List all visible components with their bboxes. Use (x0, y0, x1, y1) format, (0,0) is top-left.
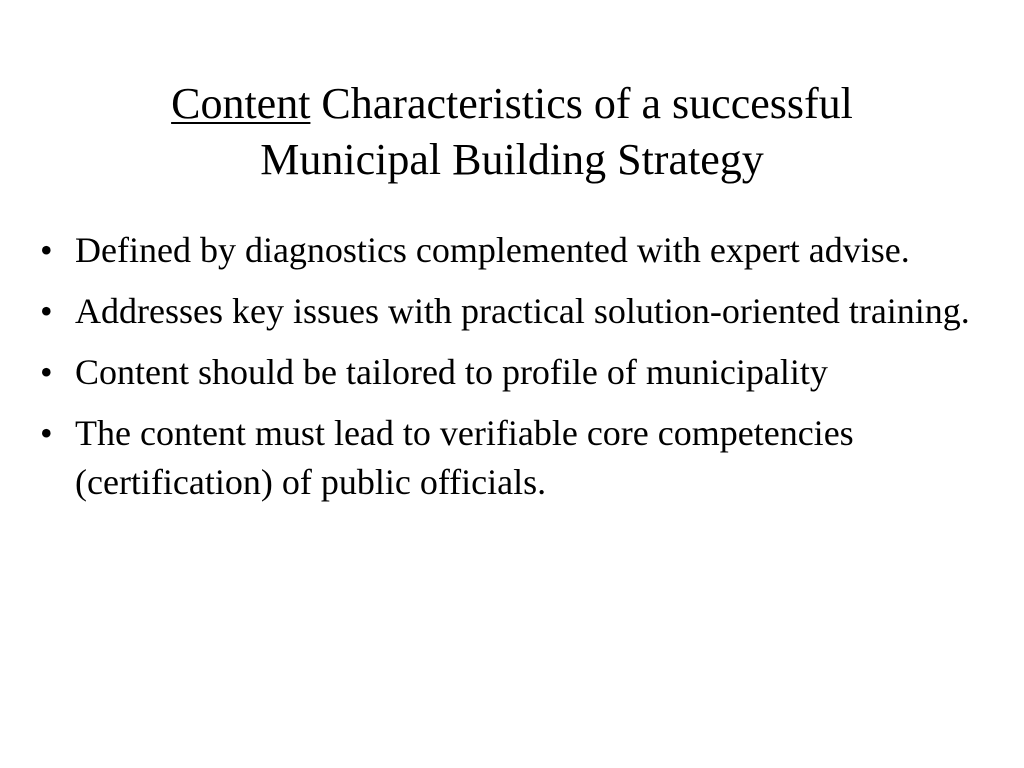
title-line1-rest: Characteristics of a successful (310, 79, 853, 128)
bullet-item (40, 348, 970, 397)
title-underlined-word: Content (171, 79, 311, 128)
bullet-icon: • (40, 413, 53, 453)
bullet-text: The content must lead to verifiable core competencies (certification) of public officials. (75, 413, 854, 502)
bullet-icon: • (40, 230, 53, 270)
bullet-text: Content should be tailored to profile of municipality (75, 352, 828, 392)
bullet-text: Defined by diagnostics complemented with expert advise. (75, 230, 910, 270)
bullet-icon: • (40, 291, 53, 331)
bullet-item (40, 287, 970, 336)
bullet-list (40, 226, 970, 519)
bullet-icon: • (40, 352, 53, 392)
bullet-item (40, 226, 970, 275)
bullet-item (40, 409, 970, 507)
slide-title (60, 76, 964, 188)
title-line2: Municipal Building Strategy (260, 135, 764, 184)
bullet-text: Addresses key issues with practical solution-oriented training. (75, 291, 970, 331)
